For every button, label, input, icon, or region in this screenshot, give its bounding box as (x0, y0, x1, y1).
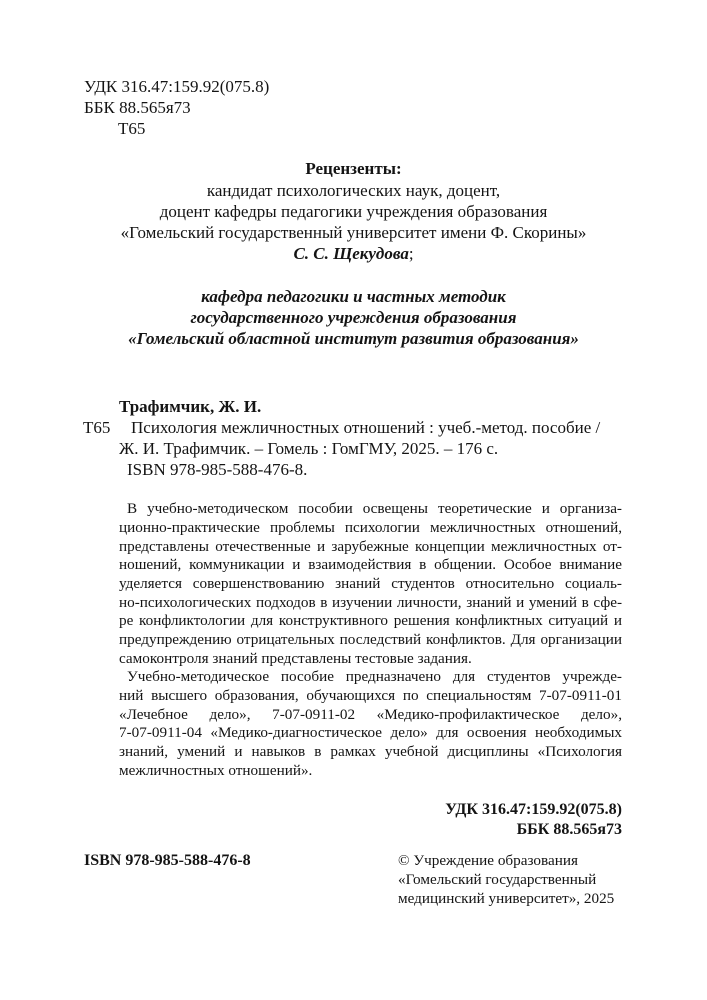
bib-author-mark: Т65 (83, 418, 111, 437)
reviewer2-line: «Гомельский областной институт развития образования» (128, 329, 579, 348)
abstract-p2-line: 7-07-0911-04 «Медико-диагностическое дело» для освоения необходимых (119, 724, 622, 741)
reviewer1-line: «Гомельский государственный университет имени Ф. Скорины» (120, 223, 587, 242)
udk-code: УДК 316.47:159.92(075.8) (84, 77, 270, 96)
abstract-p1-line: В учебно-методическом пособии освещены теоретические и организа- (127, 500, 622, 517)
bib-imprint-line: Ж. И. Трафимчик. – Гомель : ГомГМУ, 2025. – 176 с. (119, 439, 499, 458)
abstract-p1-line: ционно-практические проблемы психологии межличностных отношений, (119, 519, 622, 536)
abstract-p1-line: ношений, коммуникации и взаимодействия в общении. Особое внимание (119, 556, 622, 573)
abstract-p1-line: предупреждению отрицательных последствий конфликтов. Для организации (119, 631, 622, 648)
reviewer2-line: государственного учреждения образования (190, 308, 517, 327)
copyright-line: «Гомельский государственный (398, 871, 597, 888)
reviewers-title: Рецензенты: (305, 159, 402, 178)
abstract-p2-line: знаний, умений и навыков в рамках учебной дисциплины «Психология (119, 743, 622, 760)
footer-udk: УДК 316.47:159.92(075.8) (445, 801, 622, 818)
footer-bbk: ББК 88.565я73 (516, 821, 622, 838)
abstract-p2-line: межличностных отношений». (119, 762, 313, 779)
abstract-p2-line: ний высшего образования, обучающихся по специальностям 7-07-0911-01 (119, 687, 622, 704)
abstract-p2-line: Учебно-методическое пособие предназначено для студентов учрежде- (127, 668, 622, 685)
abstract-p1-line: но-психологических подходов в изучении личности, знаний и умений в сфе- (119, 594, 622, 611)
reviewer1-suffix: ; (408, 244, 414, 263)
reviewer2-line: кафедра педагогики и частных методик (201, 287, 506, 306)
abstract-p1-line: уделяется совершенствованию знаний студентов относительно социаль- (119, 575, 622, 592)
bib-title-line: Психология межличностных отношений : учеб.-метод. пособие / (131, 418, 601, 437)
reviewer1-name-line (0, 244, 707, 264)
abstract-p1-line: самоконтроля знаний представлены тестовые задания. (119, 650, 472, 667)
author-mark: Т65 (118, 119, 146, 138)
abstract-p2-line: «Лечебное дело», 7-07-0911-02 «Медико-профилактическое дело», (119, 706, 622, 723)
abstract-p1-line: представлены отечественные и зарубежные концепции межличностных от- (119, 538, 622, 555)
copyright-line: © Учреждение образования (398, 852, 578, 869)
bib-isbn: ISBN 978-985-588-476-8. (127, 460, 308, 479)
reviewer1-line: кандидат психологических наук, доцент, (206, 181, 501, 200)
copyright-line: медицинский университет», 2025 (398, 890, 615, 907)
bbk-code: ББК 88.565я73 (84, 98, 191, 117)
reviewer1-line: доцент кафедры педагогики учреждения образования (159, 202, 548, 221)
bib-author: Трафимчик, Ж. И. (119, 397, 262, 416)
abstract-p1-line: ре конфликтологии для конструктивного решения конфликтных ситуаций и (119, 612, 622, 629)
footer-isbn: ISBN 978-985-588-476-8 (84, 852, 251, 869)
reviewer1-name: С. С. Щекудова (293, 244, 409, 263)
